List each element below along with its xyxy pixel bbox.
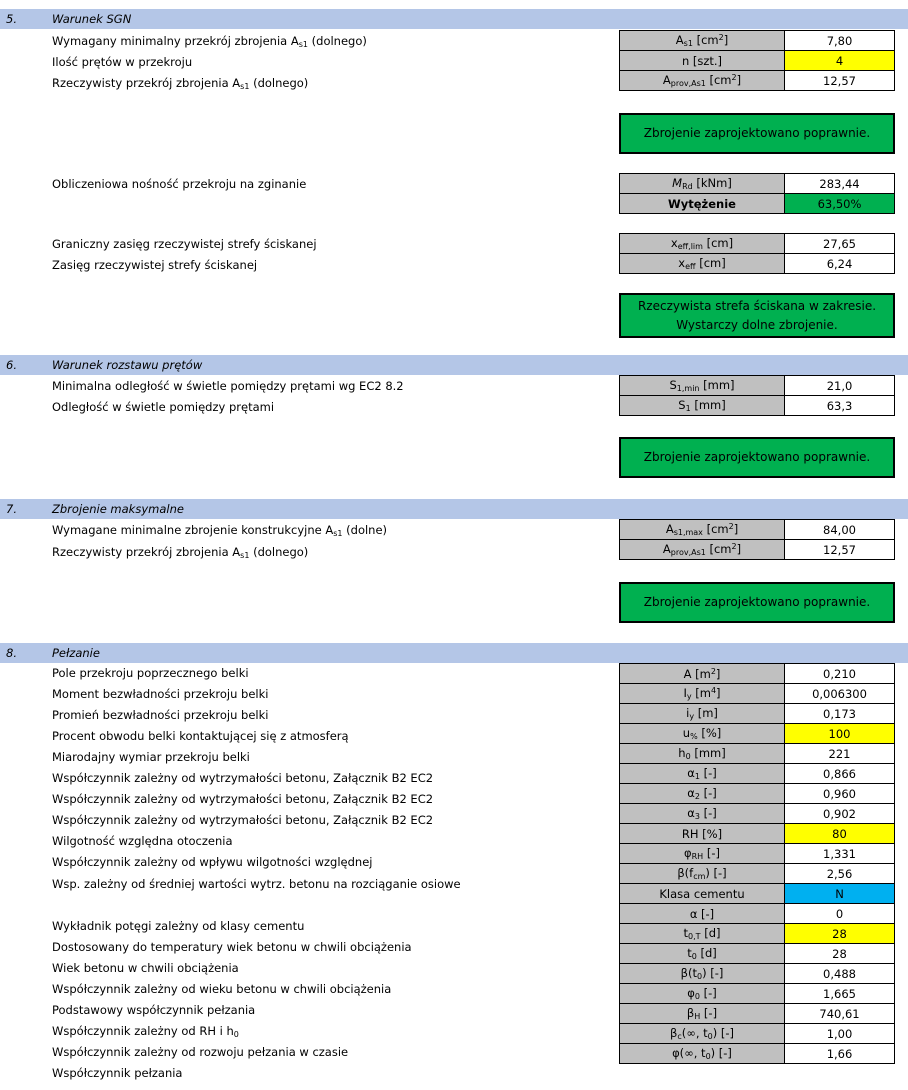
param-key: $\varphi_{RH}$ [-]	[620, 844, 785, 864]
row-label: Minimalna odległość w świetle pomiędzy prętami wg EC2 8.2	[52, 379, 404, 393]
table-row	[620, 764, 895, 784]
table-row	[620, 724, 895, 744]
param-key: $S_1$ [mm]	[620, 396, 785, 416]
table-row	[620, 520, 895, 540]
param-value: 84,00	[785, 520, 895, 540]
row-label: Promień bezwładności przekroju belki	[52, 708, 269, 723]
param-value: 1,66	[785, 1044, 895, 1064]
param-value: 0	[785, 904, 895, 924]
row-label: Rzeczywisty przekrój zbrojenia $A_{s1}$ (dolnego)	[52, 545, 309, 560]
row-label: Odległość w świetle pomiędzy prętami	[52, 400, 275, 414]
param-value: 1,331	[785, 844, 895, 864]
table-s5-reinforcement	[619, 30, 895, 91]
param-key: Wytężenie	[620, 194, 785, 214]
status-badge	[619, 293, 895, 338]
table-row	[620, 704, 895, 724]
table-s5-capacity	[619, 173, 895, 214]
section-header-8	[0, 643, 908, 663]
table-row	[620, 904, 895, 924]
row-label: Dostosowany do temperatury wiek betonu w chwili obciążenia	[52, 939, 412, 954]
row-label: Ilość prętów w przekroju	[52, 55, 193, 69]
param-key: $\alpha_2$ [-]	[620, 784, 785, 804]
input-value[interactable]: 28	[785, 924, 895, 944]
row-label: Współczynnik zależny od wytrzymałości betonu, Załącznik B2 EC2	[52, 771, 434, 786]
param-key: $\beta_H$ [-]	[620, 1004, 785, 1024]
param-key: $S_{1,min}$ [mm]	[620, 376, 785, 396]
table-row	[620, 884, 895, 904]
row-label: Współczynnik zależny od rozwoju pełzania w czasie	[52, 1044, 349, 1059]
row-label: Współczynnik zależny od wytrzymałości betonu, Załącznik B2 EC2	[52, 813, 434, 828]
row-label: Wiek betonu w chwili obciążenia	[52, 960, 239, 975]
row-label: Wsp. zależny od średniej wartości wytrz. betonu na rozciąganie osiowe	[52, 876, 461, 891]
param-key: $A_{s1,max}$ $[cm^2]$	[620, 520, 785, 540]
param-key: $\alpha_3$ [-]	[620, 804, 785, 824]
param-value: 0,902	[785, 804, 895, 824]
param-value: 0,173	[785, 704, 895, 724]
section-number: 5.	[6, 12, 17, 26]
table-s5-compression-zone	[619, 233, 895, 274]
row-label: Wymagane minimalne zbrojenie konstrukcyjne $A_{s1}$ (dolne)	[52, 523, 388, 538]
param-key: $u_{\%}$ [%]	[620, 724, 785, 744]
param-value: 12,57	[785, 540, 895, 560]
row-label: Graniczny zasięg rzeczywistej strefy ściskanej	[52, 237, 317, 251]
table-row	[620, 984, 895, 1004]
param-value: 0,006300	[785, 684, 895, 704]
param-value: 63,3	[785, 396, 895, 416]
section-title: Warunek SGN	[52, 12, 132, 26]
row-label: Współczynnik pełzania	[52, 1065, 183, 1080]
row-label: Współczynnik zależny od wpływu wilgotności względnej	[52, 855, 373, 870]
param-key: Klasa cementu	[620, 884, 785, 904]
utilization-value: 63,50%	[785, 194, 895, 214]
section-title: Zbrojenie maksymalne	[52, 502, 184, 516]
row-label: Współczynnik zależny od wytrzymałości betonu, Załącznik B2 EC2	[52, 792, 434, 807]
param-key: $A_{s1}$ $[cm^2]$	[620, 31, 785, 51]
param-key: $A_{prov,As1}$ $[cm^2]$	[620, 540, 785, 560]
row-label: Wykładnik potęgi zależny od klasy cementu	[52, 918, 305, 933]
table-row	[620, 1044, 895, 1064]
param-key: $\beta_c(\infty$, $t_0$) [-]	[620, 1024, 785, 1044]
param-value: 21,0	[785, 376, 895, 396]
table-row	[620, 174, 895, 194]
row-label: Miarodajny wymiar przekroju belki	[52, 750, 250, 765]
param-key: $x_{eff,lim}$ [cm]	[620, 234, 785, 254]
row-label: Procent obwodu belki kontaktującej się z atmosferą	[52, 729, 349, 744]
row-label: Moment bezwładności przekroju belki	[52, 687, 269, 702]
param-key: A $[m^2]$	[620, 664, 785, 684]
input-value[interactable]: 100	[785, 724, 895, 744]
section-title: Pełzanie	[52, 646, 100, 660]
table-row	[620, 194, 895, 214]
param-value: 740,61	[785, 1004, 895, 1024]
table-s7-max-reinforcement	[619, 519, 895, 560]
section-title: Warunek rozstawu prętów	[52, 358, 203, 372]
param-value: 0,960	[785, 784, 895, 804]
table-row	[620, 376, 895, 396]
param-key: RH [%]	[620, 824, 785, 844]
table-row	[620, 234, 895, 254]
table-row	[620, 924, 895, 944]
param-value: 2,56	[785, 864, 895, 884]
status-line: Rzeczywista strefa ściskana w zakresie.	[637, 298, 877, 313]
table-row	[620, 744, 895, 764]
param-key: $h_0$ [mm]	[620, 744, 785, 764]
param-value: 28	[785, 944, 895, 964]
param-value: 27,65	[785, 234, 895, 254]
table-s8-creep	[619, 663, 895, 1064]
param-value: 1,665	[785, 984, 895, 1004]
section-number: 8.	[6, 646, 17, 660]
row-label: Współczynnik zależny od RH i $h_0$	[52, 1023, 239, 1039]
param-key: φ(∞, $t_0$) [-]	[620, 1044, 785, 1064]
param-key: $t_0$ [d]	[620, 944, 785, 964]
param-value: 0,866	[785, 764, 895, 784]
param-key: $M_{Rd}$ [kNm]	[620, 174, 785, 194]
table-s6-spacing	[619, 375, 895, 416]
section-header-6	[0, 355, 908, 375]
section-header-5	[0, 9, 908, 29]
param-key: n [szt.]	[620, 51, 785, 71]
table-row	[620, 396, 895, 416]
table-row	[620, 664, 895, 684]
param-key: $\beta(f_{cm})$ [-]	[620, 864, 785, 884]
table-row	[620, 944, 895, 964]
row-label: Obliczeniowa nośność przekroju na zginanie	[52, 177, 307, 191]
table-row	[620, 254, 895, 274]
param-key: $\alpha_1$ [-]	[620, 764, 785, 784]
table-row	[620, 1024, 895, 1044]
param-value: 221	[785, 744, 895, 764]
table-row	[620, 540, 895, 560]
table-row	[620, 844, 895, 864]
table-row	[620, 864, 895, 884]
param-value: 7,80	[785, 31, 895, 51]
row-label: Współczynnik zależny od wieku betonu w chwili obciążenia	[52, 981, 392, 996]
row-label: Pole przekroju poprzecznego belki	[52, 666, 249, 680]
param-key: $I_y$ $[m^4]$	[620, 684, 785, 704]
input-value[interactable]: 80	[785, 824, 895, 844]
param-key: $t_{0,T}$ [d]	[620, 924, 785, 944]
param-key: $\varphi_0$ [-]	[620, 984, 785, 1004]
row-label: Podstawowy współczynnik pełzania	[52, 1002, 256, 1017]
cement-class-select[interactable]: N	[785, 884, 895, 904]
table-row	[620, 684, 895, 704]
status-badge: Zbrojenie zaprojektowano poprawnie.	[619, 437, 895, 478]
row-label: Wilgotność względna otoczenia	[52, 834, 233, 849]
param-value: 6,24	[785, 254, 895, 274]
table-row	[620, 824, 895, 844]
section-number: 7.	[6, 502, 17, 516]
param-value: 12,57	[785, 71, 895, 91]
table-row	[620, 51, 895, 71]
table-row	[620, 71, 895, 91]
table-row	[620, 964, 895, 984]
row-label: Wymagany minimalny przekrój zbrojenia $A_{s1}$ (dolnego)	[52, 34, 367, 49]
table-row	[620, 31, 895, 51]
param-value: 0,488	[785, 964, 895, 984]
table-row	[620, 804, 895, 824]
status-badge: Zbrojenie zaprojektowano poprawnie.	[619, 113, 895, 154]
param-value: 1,00	[785, 1024, 895, 1044]
param-key: $i_y$ [m]	[620, 704, 785, 724]
section-number: 6.	[6, 358, 17, 372]
table-row	[620, 1004, 895, 1024]
input-bar-count[interactable]: 4	[785, 51, 895, 71]
status-badge: Zbrojenie zaprojektowano poprawnie.	[619, 582, 895, 623]
param-key: α [-]	[620, 904, 785, 924]
param-key: $x_{eff}$ [cm]	[620, 254, 785, 274]
status-line: Wystarczy dolne zbrojenie.	[676, 317, 838, 332]
param-value: 0,210	[785, 664, 895, 684]
row-label: Zasięg rzeczywistej strefy ściskanej	[52, 258, 258, 272]
param-value: 283,44	[785, 174, 895, 194]
table-row	[620, 784, 895, 804]
param-key: $\beta(t_0)$ [-]	[620, 964, 785, 984]
row-label: Rzeczywisty przekrój zbrojenia $A_{s1}$ (dolnego)	[52, 76, 309, 91]
section-header-7	[0, 499, 908, 519]
param-key: $A_{prov,As1}$ $[cm^2]$	[620, 71, 785, 91]
